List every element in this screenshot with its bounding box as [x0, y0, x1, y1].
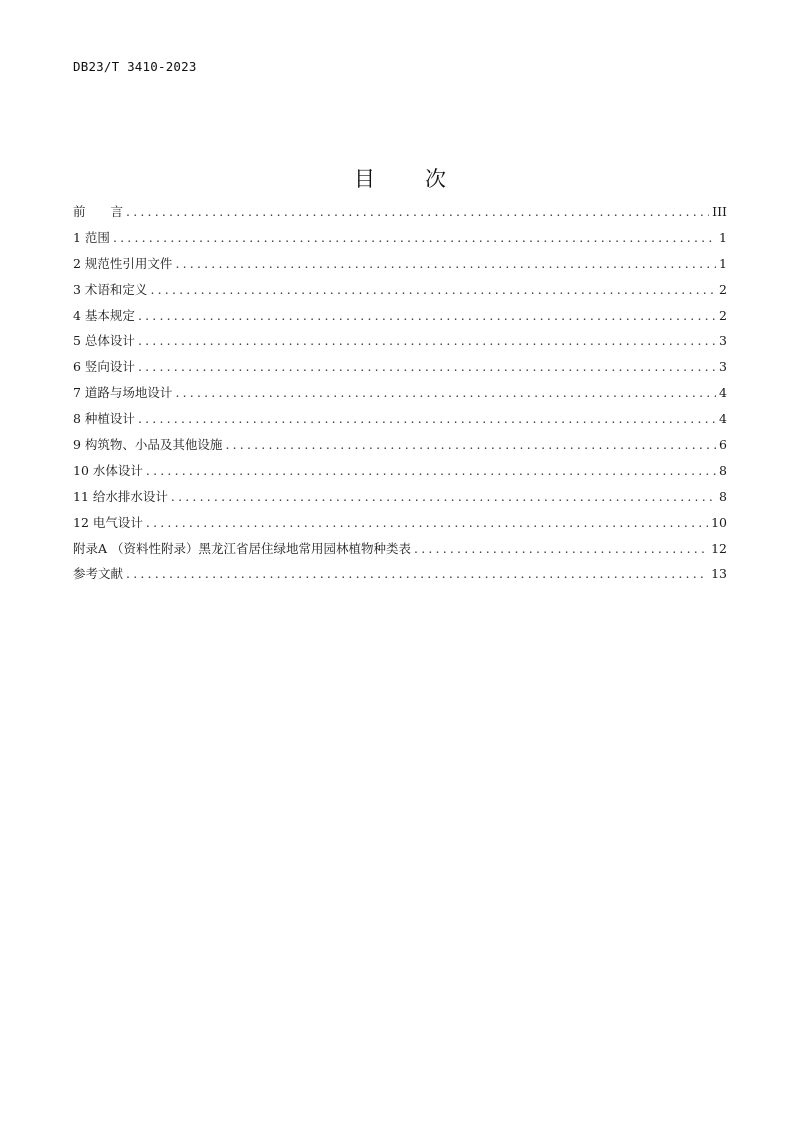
document-code: DB23/T 3410-2023 — [73, 59, 197, 74]
leader-dots — [126, 203, 709, 221]
toc-title — [0, 163, 800, 193]
toc-entry-planting-design[interactable] — [73, 410, 727, 436]
toc-entry-label: 11 给水排水设计 — [73, 488, 168, 504]
toc-entry-overall-design[interactable] — [73, 332, 727, 358]
leader-dots — [138, 332, 716, 350]
leader-dots — [113, 229, 716, 247]
toc-entry-label: 7 道路与场地设计 — [73, 385, 173, 401]
toc-entry-page: 8 — [719, 462, 727, 478]
toc-entry-page: 12 — [711, 540, 727, 556]
toc-entry-label: 前 言 — [73, 204, 124, 219]
toc-entry-label: 附录A （资料性附录）黑龙江省居住绿地常用园林植物种类表 — [73, 540, 412, 556]
toc-entry-page: 2 — [719, 307, 727, 323]
toc-entry-page: 10 — [711, 514, 727, 530]
leader-dots — [150, 281, 716, 299]
toc-entry-scope[interactable] — [73, 229, 727, 255]
toc-entry-label: 12 电气设计 — [73, 514, 143, 530]
toc-entry-page: 6 — [719, 437, 727, 453]
toc-entry-label: 10 水体设计 — [73, 462, 143, 478]
toc-entry-structures-facilities[interactable] — [73, 436, 727, 462]
toc-entry-page: 1 — [719, 229, 727, 245]
toc-entry-label: 2 规范性引用文件 — [73, 255, 173, 271]
toc-entry-label: 3 术语和定义 — [73, 281, 148, 297]
toc-entry-label: 参考文献 — [73, 566, 124, 582]
leader-dots — [175, 255, 716, 273]
toc-entry-electrical-design[interactable] — [73, 514, 727, 540]
leader-dots — [138, 307, 716, 325]
toc-entry-road-site-design[interactable] — [73, 384, 727, 410]
toc-entry-label: 4 基本规定 — [73, 307, 135, 323]
toc-entry-label: 8 种植设计 — [73, 411, 135, 427]
leader-dots — [414, 540, 708, 558]
toc-entry-page: 1 — [719, 255, 727, 271]
leader-dots — [138, 358, 716, 376]
leader-dots — [146, 514, 708, 532]
toc-list — [73, 203, 727, 591]
toc-entry-page: 13 — [711, 566, 727, 582]
toc-entry-page: 4 — [719, 411, 727, 427]
toc-entry-page: 2 — [719, 281, 727, 297]
toc-entry-label: 9 构筑物、小品及其他设施 — [73, 437, 223, 453]
toc-entry-water-supply-drainage[interactable] — [73, 488, 727, 514]
toc-entry-terms-definitions[interactable] — [73, 281, 727, 307]
toc-entry-page: 3 — [719, 333, 727, 349]
toc-entry-bibliography[interactable] — [73, 565, 727, 591]
toc-entry-page: 3 — [719, 359, 727, 375]
leader-dots — [171, 488, 716, 506]
toc-entry-label: 5 总体设计 — [73, 333, 135, 349]
toc-entry-vertical-design[interactable] — [73, 358, 727, 384]
leader-dots — [138, 410, 716, 428]
leader-dots — [126, 565, 708, 583]
toc-entry-page: 4 — [719, 385, 727, 401]
toc-entry-label: 6 竖向设计 — [73, 359, 135, 375]
toc-entry-page: 8 — [719, 488, 727, 504]
toc-entry-label: 1 范围 — [73, 229, 110, 245]
toc-entry-foreword[interactable] — [73, 203, 727, 229]
toc-title-part2: 次 — [425, 167, 446, 191]
toc-entry-page: III — [712, 204, 727, 219]
toc-entry-appendix-a[interactable] — [73, 540, 727, 566]
toc-entry-basic-requirements[interactable] — [73, 307, 727, 333]
leader-dots — [146, 462, 716, 480]
toc-title-part1: 目 — [354, 167, 375, 191]
leader-dots — [175, 384, 716, 402]
toc-entry-normative-references[interactable] — [73, 255, 727, 281]
toc-entry-water-body-design[interactable] — [73, 462, 727, 488]
leader-dots — [225, 436, 716, 454]
